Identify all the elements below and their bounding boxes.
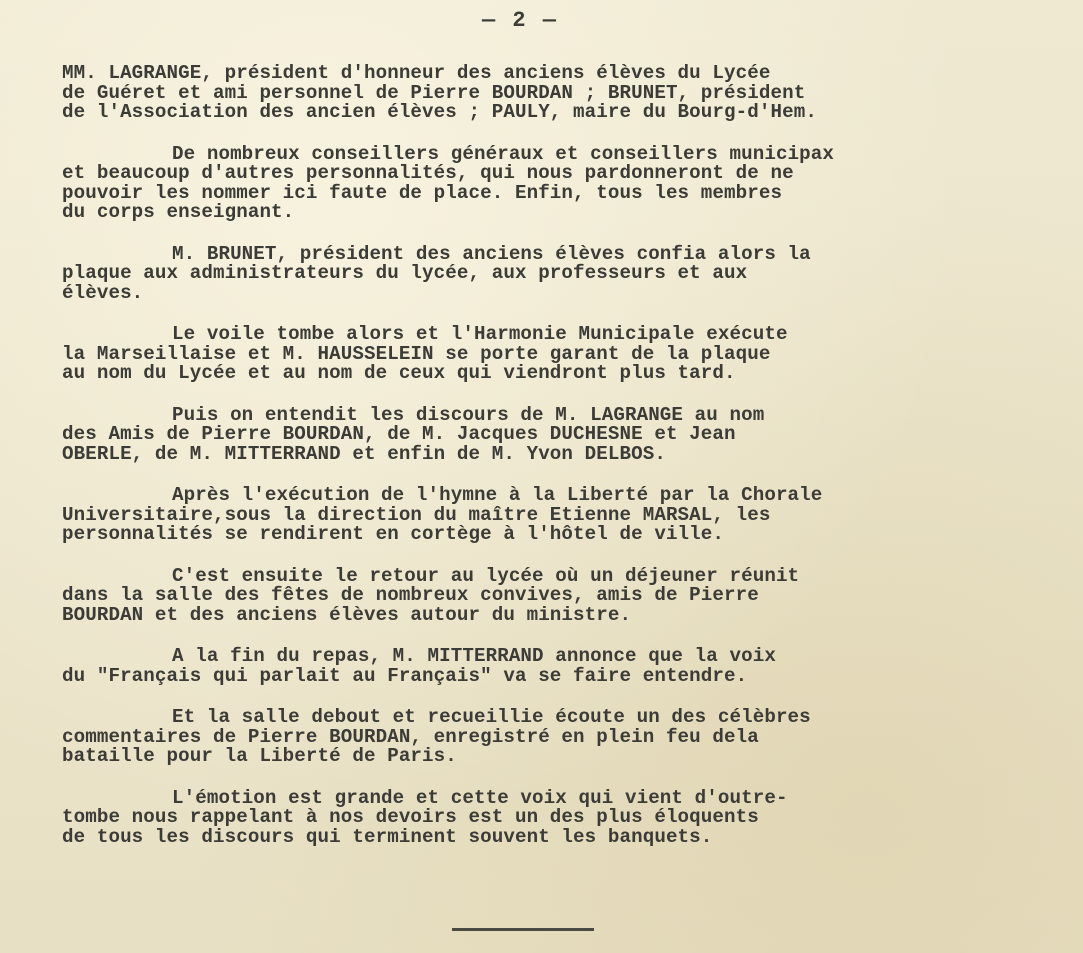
closing-divider [452,928,594,931]
text-line: plaque aux administrateurs du lycée, aux professeurs et aux [62,262,748,284]
text-line: personnalités se rendirent en cortège à l'hôtel de ville. [62,523,725,545]
paragraph-speeches [62,403,1062,465]
text-line: Universitaire,sous la direction du maître Etienne MARSAL, les [62,503,771,526]
text-line: de l'Association des ancien élèves ; PAULY, maire du Bourg-d'Hem. [62,101,817,123]
text-line: Le voile tombe alors et l'Harmonie Municipale exécute [172,323,788,345]
document-body [62,64,1062,869]
text-line: la Marseillaise et M. HAUSSELEIN se porte garant de la plaque [62,342,771,365]
text-line: au nom du Lycée et au nom de ceux qui viendront plus tard. [62,362,736,384]
text-line: bataille pour la Liberté de Paris. [62,745,457,767]
text-line: L'émotion est grande et cette voix qui vient d'outre- [172,786,788,809]
paragraph-other-personalities [62,142,1062,223]
text-line: De nombreux conseillers généraux et conseillers municipax [172,142,835,165]
text-line: Et la salle debout et recueillie écoute un des célèbres [172,706,811,728]
paragraph-hymn-procession [62,486,1062,545]
text-line: Après l'exécution de l'hymne à la Liberté par la Chorale [172,484,823,506]
paragraph-plaque-handover [62,242,1062,304]
text-line: A la fin du repas, M. MITTERRAND annonce que la voix [172,645,776,667]
paragraph-announcement [62,647,1062,686]
text-line: élèves. [62,281,144,304]
text-line: du "Français qui parlait au Français" va se faire entendre. [62,664,748,687]
text-line: C'est ensuite le retour au lycée où un déjeuner réunit [172,564,800,587]
text-line: M. BRUNET, président des anciens élèves confia alors la [172,242,811,265]
text-line: OBERLE, de M. MITTERRAND et enfin de M. Yvon DELBOS. [62,442,666,465]
paragraph-recording [62,708,1062,767]
text-line: BOURDAN et des anciens élèves autour du ministre. [62,603,632,626]
text-line: tombe nous rappelant à nos devoirs est un des plus éloquents [62,806,759,828]
text-line: de Guéret et ami personnel de Pierre BOURDAN ; BRUNET, président [62,81,806,104]
text-line: des Amis de Pierre BOURDAN, de M. Jacques DUCHESNE et Jean [62,423,736,445]
page-number: — 2 — [481,8,558,33]
paragraph-attendees-list [62,64,1062,123]
text-line: pouvoir les nommer ici faute de place. Enfin, tous les membres [62,181,783,204]
paragraph-unveiling [62,325,1062,384]
text-line: MM. LAGRANGE, président d'honneur des anciens élèves du Lycée [62,62,771,84]
text-line: de tous les discours qui terminent souvent les banquets. [62,825,713,848]
text-line: du corps enseignant. [62,201,295,223]
paragraph-emotion [62,786,1062,848]
paragraph-luncheon [62,564,1062,626]
text-line: Puis on entendit les discours de M. LAGRANGE au nom [172,403,765,426]
text-line: commentaires de Pierre BOURDAN, enregistré en plein feu dela [62,725,759,748]
text-line: et beaucoup d'autres personnalités, qui nous pardonneront de ne [62,162,794,184]
text-line: dans la salle des fêtes de nombreux convives, amis de Pierre [62,584,759,606]
